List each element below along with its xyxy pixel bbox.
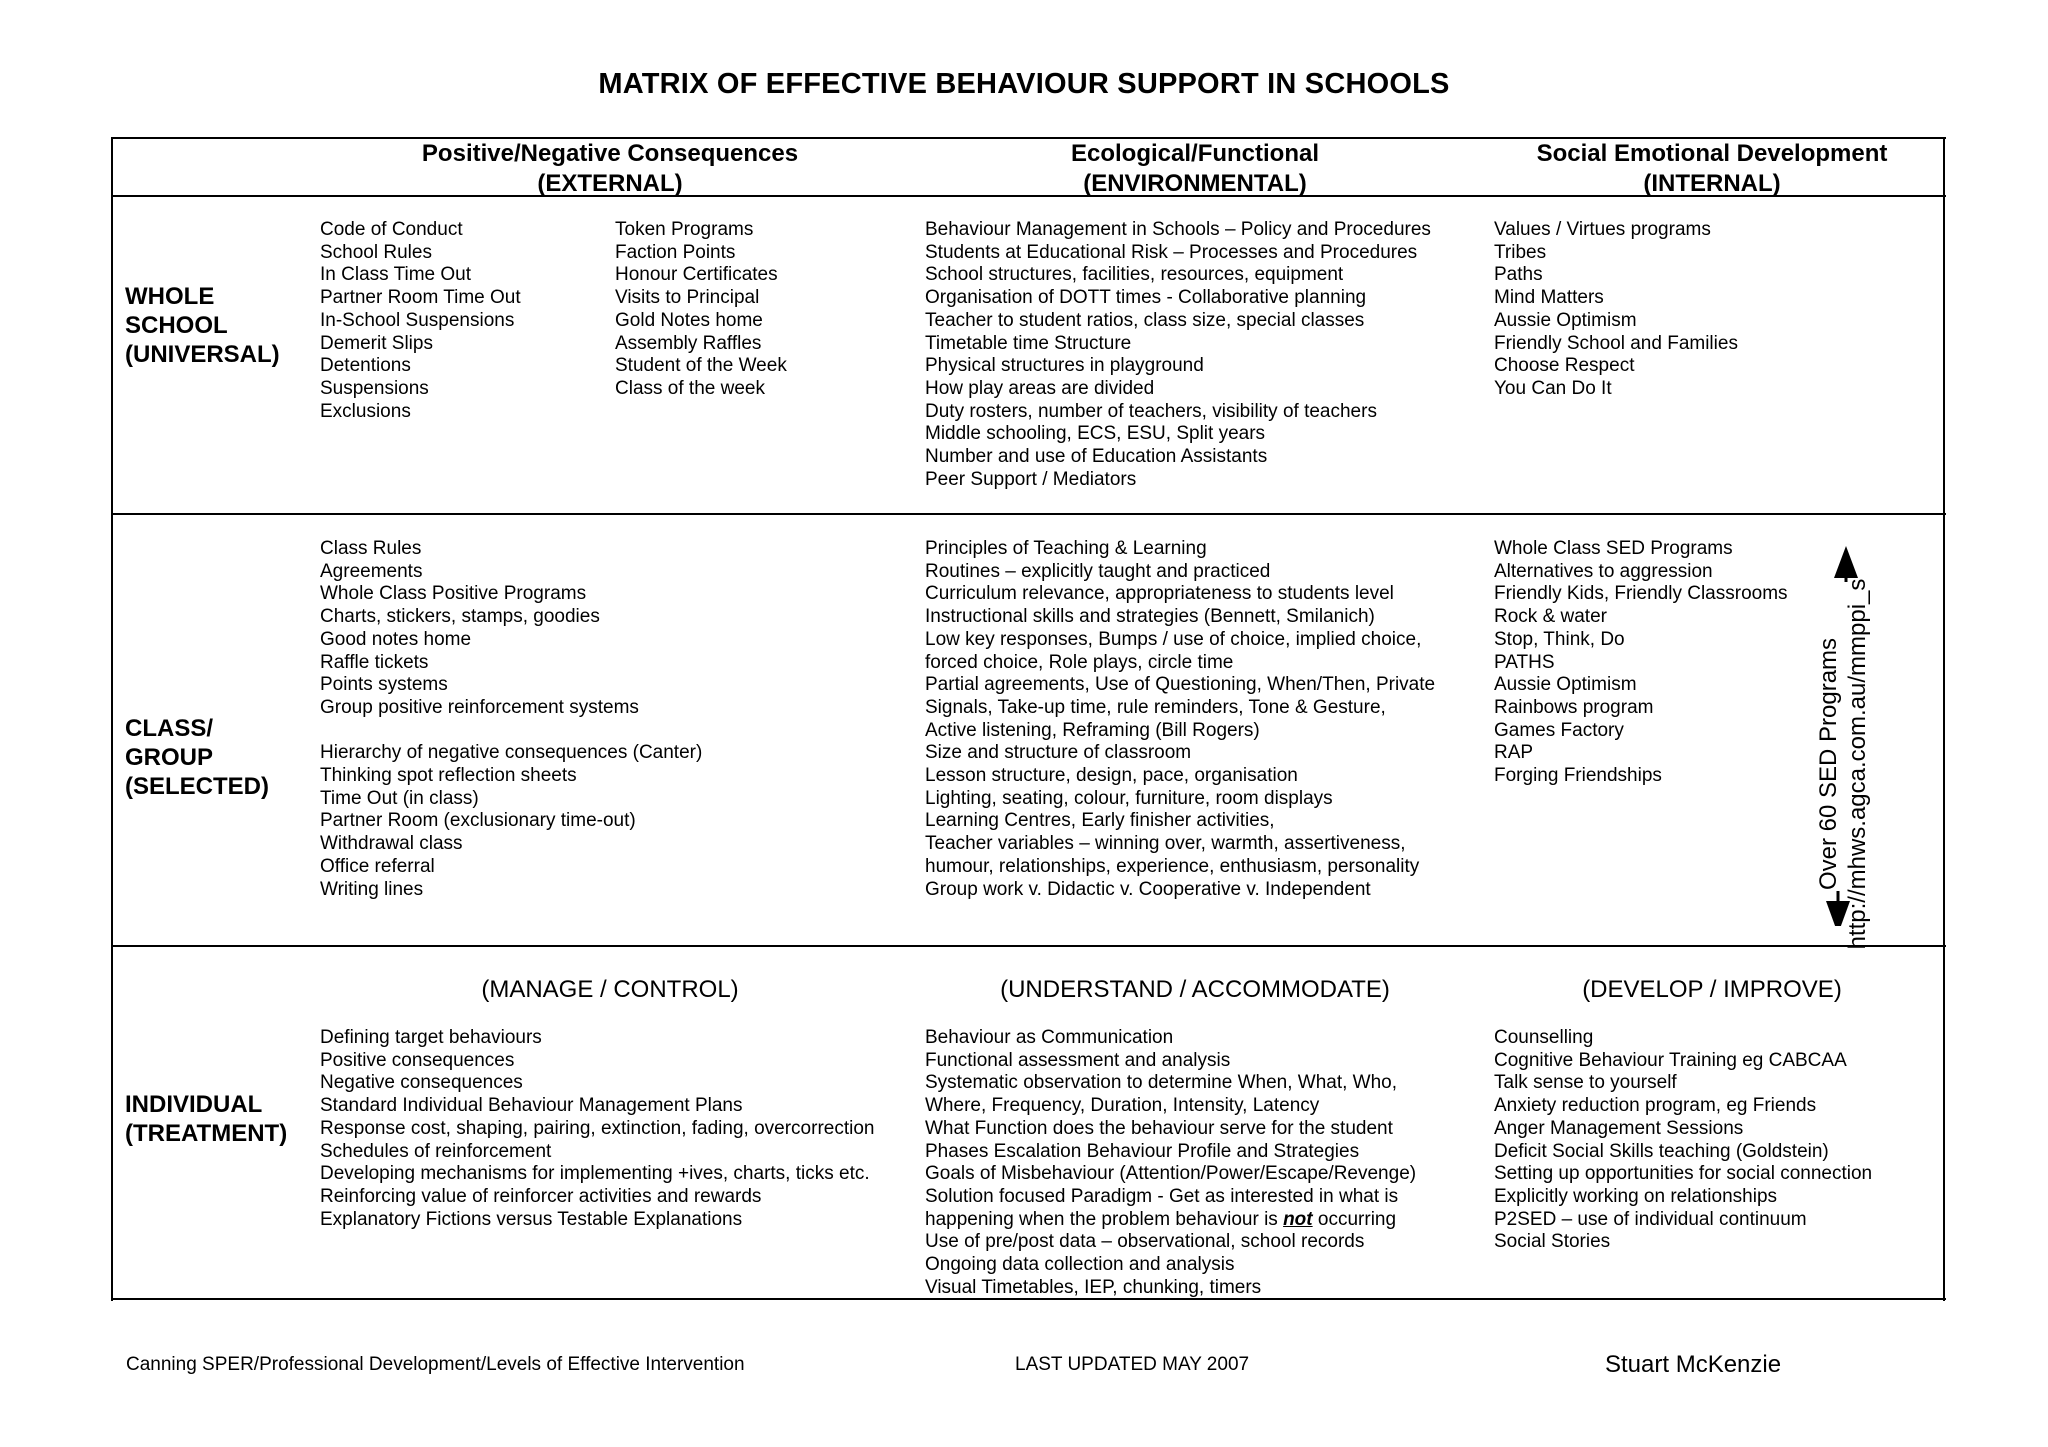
list-item: Standard Individual Behaviour Management Plans — [320, 1095, 743, 1117]
list-item: Whole Class SED Programs — [1494, 538, 1733, 559]
list-item: Partial agreements, Use of Questioning, When/Then, Private — [925, 674, 1436, 696]
list-item: Mind Matters — [1494, 287, 1604, 309]
list-item: Active listening, Reframing (Bill Rogers) — [925, 719, 1260, 741]
list-item: Class of the week — [615, 377, 765, 399]
list-item: Teacher variables – winning over, warmth, assertiveness, — [925, 833, 1406, 855]
list-item: Explanatory Fictions versus Testable Explanations — [320, 1208, 743, 1230]
list-item: Behaviour Management in Schools – Policy and Procedures — [925, 219, 1431, 240]
subheading-develop-improve: (DEVELOP / IMPROVE) — [1582, 976, 1842, 1003]
list-item: Positive consequences — [320, 1049, 515, 1071]
list-item: Lesson structure, design, pace, organisation — [925, 765, 1298, 787]
list-item: Solution focused Paradigm - Get as interested in what is — [925, 1185, 1399, 1207]
individual-environmental-list — [925, 1027, 1416, 1299]
row-label-line: GROUP — [125, 744, 214, 771]
list-item: Friendly Kids, Friendly Classrooms — [1494, 583, 1788, 605]
column-header-internal — [1412, 139, 2012, 199]
row-divider-1 — [112, 513, 1946, 515]
list-item: Anxiety reduction program, eg Friends — [1494, 1095, 1817, 1117]
list-item: Group work v. Didactic v. Cooperative v. Independent — [925, 878, 1371, 900]
list-item: Phases Escalation Behaviour Profile and Strategies — [925, 1140, 1360, 1162]
column-header-external-subtitle: (EXTERNAL) — [537, 170, 683, 197]
list-item: Social Stories — [1494, 1231, 1611, 1253]
list-item: Reinforcing value of reinforcer activities and rewards — [320, 1185, 762, 1207]
list-item: Detentions — [320, 355, 411, 377]
list-item: Cognitive Behaviour Training eg CABCAA — [1494, 1049, 1847, 1071]
list-item: Rainbows program — [1494, 696, 1654, 718]
list-item: Time Out (in class) — [320, 787, 479, 809]
list-item: Visual Timetables, IEP, chunking, timers — [925, 1276, 1262, 1298]
list-item: Thinking spot reflection sheets — [320, 765, 577, 787]
list-item: Schedules of reinforcement — [320, 1140, 552, 1162]
list-item: Principles of Teaching & Learning — [925, 538, 1207, 559]
list-item: Number and use of Education Assistants — [925, 446, 1268, 468]
list-item: Partner Room Time Out — [320, 287, 521, 309]
list-item: Where, Frequency, Duration, Intensity, Latency — [925, 1095, 1320, 1117]
list-item: Faction Points — [615, 241, 736, 263]
list-item: RAP — [1494, 742, 1534, 764]
list-item: Code of Conduct — [320, 219, 463, 240]
list-item: Teacher to student ratios, class size, special classes — [925, 309, 1365, 331]
list-item: School Rules — [320, 241, 432, 263]
list-item: forced choice, Role plays, circle time — [925, 651, 1234, 673]
list-item: Behaviour as Communication — [925, 1027, 1174, 1048]
list-item: In Class Time Out — [320, 264, 471, 286]
list-item: PATHS — [1494, 651, 1555, 673]
column-header-internal-title: Social Emotional Development — [1536, 140, 1888, 167]
subheading-manage-control: (MANAGE / CONTROL) — [481, 976, 739, 1003]
list-item: Aussie Optimism — [1494, 309, 1637, 331]
list-item: Peer Support / Mediators — [925, 468, 1137, 490]
document-title: MATRIX OF EFFECTIVE BEHAVIOUR SUPPORT IN SCHOOLS — [598, 68, 1450, 100]
list-item: Honour Certificates — [615, 264, 778, 286]
list-item: How play areas are divided — [925, 377, 1155, 399]
list-item: Values / Virtues programs — [1494, 219, 1711, 240]
list-item: Points systems — [320, 674, 448, 696]
side-note-url: http://mhws.agca.com.au/mmppi_s — [1844, 578, 1871, 950]
list-item: Instructional skills and strategies (Bennett, Smilanich) — [925, 606, 1375, 628]
list-item: Hierarchy of negative consequences (Canter) — [320, 742, 703, 764]
row-label-line: (SELECTED) — [125, 773, 269, 800]
list-item: Middle schooling, ECS, ESU, Split years — [925, 423, 1266, 445]
list-item: Counselling — [1494, 1027, 1594, 1048]
emphasis-word: not — [1283, 1208, 1313, 1230]
list-item: Class Rules — [320, 538, 422, 559]
list-item: Suspensions — [320, 377, 429, 399]
list-item: Duty rosters, number of teachers, visibility of teachers — [925, 400, 1377, 422]
list-item: Gold Notes home — [615, 309, 763, 331]
subheading-understand-accommodate: (UNDERSTAND / ACCOMMODATE) — [1000, 976, 1390, 1003]
list-item: Developing mechanisms for implementing +ives, charts, ticks etc. — [320, 1163, 870, 1185]
list-item: Exclusions — [320, 400, 411, 422]
list-item: happening when the problem behaviour is not occurring — [925, 1208, 1397, 1230]
list-item: Token Programs — [615, 219, 754, 240]
list-item: Routines – explicitly taught and practiced — [925, 560, 1271, 582]
list-item: Response cost, shaping, pairing, extinction, fading, overcorrection — [320, 1117, 875, 1139]
list-item: Low key responses, Bumps / use of choice, implied choice, — [925, 628, 1422, 650]
table-border-right — [1943, 137, 1945, 1301]
list-item: Defining target behaviours — [320, 1027, 542, 1048]
list-item: Anger Management Sessions — [1494, 1117, 1744, 1139]
table-border-left — [111, 137, 113, 1301]
class-group-external-list — [320, 538, 702, 901]
list-item: Size and structure of classroom — [925, 742, 1192, 764]
row-label-class-group — [125, 714, 269, 801]
row-divider-2 — [112, 945, 1946, 947]
list-item: Students at Educational Risk – Processes and Procedures — [925, 241, 1418, 263]
list-item: Tribes — [1494, 241, 1547, 263]
list-item: Good notes home — [320, 628, 472, 650]
list-item: Signals, Take-up time, rule reminders, Tone & Gesture, — [925, 696, 1386, 718]
list-item: Group positive reinforcement systems — [320, 696, 639, 718]
list-item: Paths — [1494, 264, 1543, 286]
footer-author: Stuart McKenzie — [1605, 1351, 1782, 1378]
list-item: Agreements — [320, 560, 423, 582]
whole-school-environmental-list — [925, 219, 1431, 491]
footer-source: Canning SPER/Professional Development/Levels of Effective Intervention — [126, 1354, 745, 1375]
row-label-line: CLASS/ — [125, 715, 214, 742]
whole-school-internal-list — [1494, 219, 1738, 401]
list-item: Lighting, seating, colour, furniture, room displays — [925, 787, 1333, 809]
list-item: Goals of Misbehaviour (Attention/Power/Escape/Revenge) — [925, 1163, 1417, 1185]
list-item: School structures, facilities, resources, equipment — [925, 264, 1344, 286]
list-item: Physical structures in playground — [925, 355, 1204, 377]
list-item: What Function does the behaviour serve for the student — [925, 1117, 1393, 1139]
list-item: Partner Room (exclusionary time-out) — [320, 810, 636, 832]
row-label-line: (UNIVERSAL) — [125, 341, 280, 368]
list-item: Use of pre/post data – observational, school records — [925, 1231, 1365, 1253]
list-item: Raffle tickets — [320, 651, 429, 673]
class-group-environmental-list — [925, 538, 1435, 901]
list-item: Office referral — [320, 855, 435, 877]
column-header-external-title: Positive/Negative Consequences — [421, 140, 799, 167]
column-header-environmental-subtitle: (ENVIRONMENTAL) — [1083, 170, 1307, 197]
list-item: Alternatives to aggression — [1494, 560, 1713, 582]
list-item: Friendly School and Families — [1494, 332, 1738, 354]
footer-last-updated: LAST UPDATED MAY 2007 — [1015, 1354, 1250, 1375]
whole-school-external-list-b — [615, 219, 787, 401]
list-item: Whole Class Positive Programs — [320, 583, 587, 605]
list-item: Explicitly working on relationships — [1494, 1185, 1778, 1207]
list-item: You Can Do It — [1494, 377, 1612, 399]
row-label-line: (TREATMENT) — [125, 1120, 288, 1147]
list-item: Visits to Principal — [615, 287, 760, 309]
side-note-text — [1814, 574, 1872, 954]
list-item: Forging Friendships — [1494, 765, 1662, 787]
list-item — [320, 720, 702, 743]
list-item: Choose Respect — [1494, 355, 1635, 377]
row-label-line: WHOLE — [125, 283, 215, 310]
list-item: Aussie Optimism — [1494, 674, 1637, 696]
list-item: Student of the Week — [615, 355, 787, 377]
list-item: Charts, stickers, stamps, goodies — [320, 606, 600, 628]
column-header-environmental-title: Ecological/Functional — [1070, 140, 1320, 167]
column-header-external — [310, 139, 910, 199]
list-item: Withdrawal class — [320, 833, 463, 855]
individual-external-list — [320, 1027, 874, 1231]
list-item: Rock & water — [1494, 606, 1607, 628]
list-item: Writing lines — [320, 878, 424, 900]
row-label-individual — [125, 1090, 287, 1148]
column-header-internal-subtitle: (INTERNAL) — [1643, 170, 1781, 197]
list-item: Assembly Raffles — [615, 332, 762, 354]
row-label-line: SCHOOL — [125, 312, 228, 339]
list-item: Stop, Think, Do — [1494, 628, 1625, 650]
column-header-environmental — [895, 139, 1495, 199]
list-item: humour, relationships, experience, enthusiasm, personality — [925, 855, 1420, 877]
list-item: Deficit Social Skills teaching (Goldstein) — [1494, 1140, 1829, 1162]
individual-internal-list — [1494, 1027, 1872, 1254]
list-item: P2SED – use of individual continuum — [1494, 1208, 1807, 1230]
list-item: Systematic observation to determine When, What, Who, — [925, 1072, 1398, 1094]
list-item: Timetable time Structure — [925, 332, 1132, 354]
list-item: Organisation of DOTT times - Collaborative planning — [925, 287, 1367, 309]
list-item: Setting up opportunities for social connection — [1494, 1163, 1873, 1185]
row-label-whole-school — [125, 282, 280, 369]
row-label-line: INDIVIDUAL — [125, 1091, 263, 1118]
list-item: In-School Suspensions — [320, 309, 515, 331]
list-item: Learning Centres, Early finisher activities, — [925, 810, 1275, 832]
side-note-programs: Over 60 SED Programs — [1815, 637, 1842, 891]
list-item: Functional assessment and analysis — [925, 1049, 1231, 1071]
list-item: Talk sense to yourself — [1494, 1072, 1677, 1094]
list-item: Ongoing data collection and analysis — [925, 1254, 1235, 1276]
whole-school-external-list-a — [320, 219, 521, 423]
list-item: Demerit Slips — [320, 332, 433, 354]
list-item: Curriculum relevance, appropriateness to students level — [925, 583, 1394, 605]
list-item: Games Factory — [1494, 719, 1624, 741]
class-group-internal-list — [1494, 538, 1788, 788]
list-item: Negative consequences — [320, 1072, 523, 1094]
